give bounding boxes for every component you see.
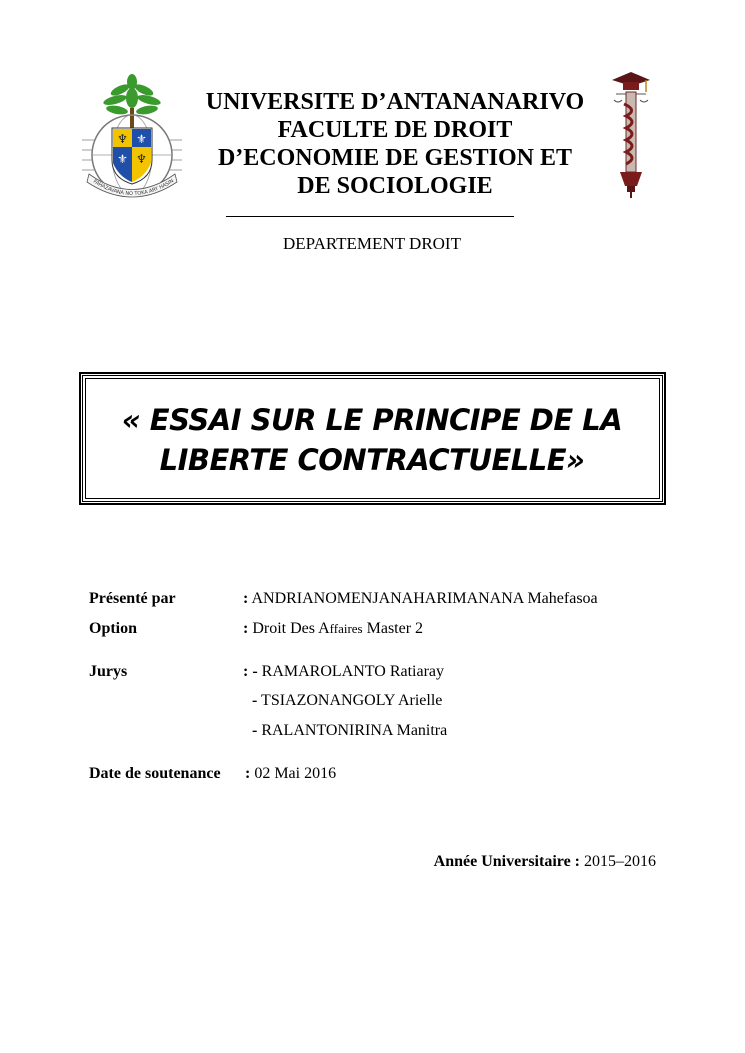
university-line: UNIVERSITE D’ANTANANARIVO: [205, 89, 585, 115]
jury-member-name: RALANTONIRINA Manitra: [261, 722, 448, 739]
colon: :: [243, 590, 249, 607]
presented-by-value: [243, 590, 598, 608]
defense-date: 02 Mai 2016: [254, 765, 337, 782]
jury-member-name: RAMAROLANTO Ratiaray: [261, 663, 445, 680]
option-label: Option: [89, 620, 138, 637]
university-line: FACULTE DE DROIT: [277, 117, 513, 143]
colon: :: [243, 620, 249, 637]
thesis-title: [92, 400, 652, 480]
thesis-title-line: « ESSAI SUR LE PRINCIPE DE LA: [121, 403, 623, 437]
option-value: [243, 620, 423, 638]
defense-date-value: [245, 765, 336, 783]
ravinala-tree-icon: [102, 74, 161, 128]
dash: -: [252, 663, 258, 680]
shield-icon: [112, 128, 152, 184]
university-emblem-logo: [77, 70, 187, 205]
option-text: Master 2: [362, 620, 424, 637]
svg-text:⚜: ⚜: [117, 152, 128, 166]
svg-text:♆: ♆: [136, 152, 147, 166]
jury-member: [252, 722, 447, 740]
jury-member-name: TSIAZONANGOLY Arielle: [261, 692, 443, 709]
jury-label: Jurys: [89, 663, 128, 680]
dash: -: [252, 722, 258, 739]
thesis-title-line: LIBERTE CONTRACTUELLE»: [159, 443, 585, 477]
colon: :: [245, 765, 251, 782]
header-divider: [226, 216, 514, 217]
academic-year-value: 2015–2016: [584, 853, 656, 870]
option-text-small: ffaires: [329, 621, 363, 636]
university-line: DE SOCIOLOGIE: [297, 173, 493, 199]
colon: :: [243, 663, 249, 680]
svg-text:♆: ♆: [117, 132, 128, 146]
jury-member: [243, 663, 444, 681]
jury-member: [252, 692, 442, 710]
faculty-torch-logo: [606, 68, 656, 198]
emblem-motto: FAHAZAVANA NO TOKA ARY HASIN: [91, 178, 175, 198]
svg-text:⚜: ⚜: [136, 132, 147, 146]
department-name: DEPARTEMENT DROIT: [283, 234, 461, 253]
presented-by-label: Présenté par: [89, 590, 176, 607]
university-name: [180, 88, 610, 200]
university-line: D’ECONOMIE DE GESTION ET: [217, 145, 573, 171]
dash: -: [252, 692, 258, 709]
academic-year: [380, 853, 656, 871]
option-text: Droit Des A: [252, 620, 330, 637]
author-name: ANDRIANOMENJANAHARIMANANA Mahefasoa: [251, 590, 598, 607]
defense-date-label: Date de soutenance: [89, 765, 221, 782]
academic-year-label: Année Universitaire :: [433, 853, 580, 870]
